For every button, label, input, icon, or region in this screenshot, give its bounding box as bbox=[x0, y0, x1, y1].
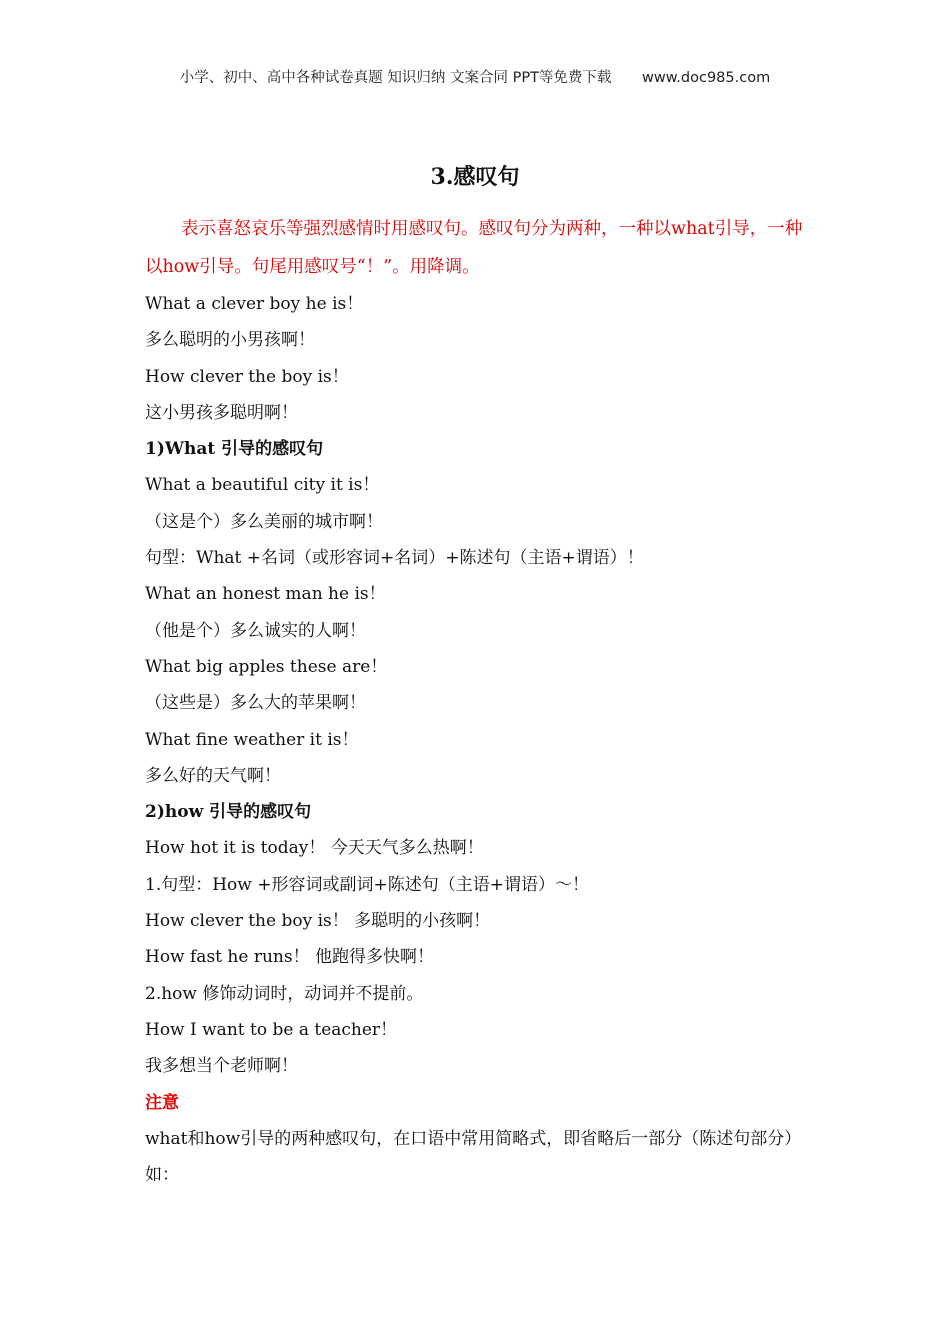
example-line: 这小男孩多聪明啊！ bbox=[145, 402, 298, 423]
example-line: 多么聪明的小男孩啊！ bbox=[145, 330, 315, 351]
rule-line: 2.how 修饰动词时，动词并不提前。 bbox=[145, 983, 424, 1004]
example-line: （他是个）多么诚实的人啊！ bbox=[145, 620, 366, 641]
example-line: （这些是）多么大的苹果啊！ bbox=[145, 693, 366, 714]
example-line: What a beautiful city it is！ bbox=[145, 475, 380, 496]
example-line: How hot it is today！ 今天天气多么热啊！ bbox=[145, 838, 484, 859]
example-line: 多么好的天气啊！ bbox=[145, 765, 281, 786]
example-line: What big apples these are！ bbox=[145, 656, 388, 677]
example-line: How I want to be a teacher！ bbox=[145, 1019, 398, 1040]
section-heading-what: 1)What 引导的感叹句 bbox=[145, 439, 324, 460]
page-title: 3.感叹句 bbox=[430, 164, 520, 190]
intro-paragraph: 表示喜怒哀乐等强烈感情时用感叹句。感叹句分为两种，一种以what引导，一种以how引导。句尾用感叹号“！”。用降调。 bbox=[145, 219, 803, 277]
section-heading-how: 2)how 引导的感叹句 bbox=[145, 802, 312, 823]
example-line: How clever the boy is！ 多聪明的小孩啊！ bbox=[145, 911, 491, 932]
example-line: （这是个）多么美丽的城市啊！ bbox=[145, 511, 383, 532]
pattern-line: 1.句型：How +形容词或副词+陈述句（主语+谓语）～！ bbox=[145, 874, 589, 895]
example-line: 我多想当个老师啊！ bbox=[145, 1056, 298, 1077]
header-text: 小学、初中、高中各种试卷真题 知识归纳 文案合同 PPT等免费下载 bbox=[179, 70, 612, 86]
example-line: How clever the boy is！ bbox=[145, 366, 349, 387]
example-line: What fine weather it is！ bbox=[145, 729, 359, 750]
example-line: How fast he runs！ 他跑得多快啊！ bbox=[145, 947, 434, 968]
note-paragraph: what和how引导的两种感叹句，在口语中常用简略式，即省略后一部分（陈述句部分）如： bbox=[145, 1128, 802, 1186]
example-line: What a clever boy he is！ bbox=[145, 294, 364, 314]
example-line: What an honest man he is！ bbox=[145, 584, 386, 605]
document-body bbox=[145, 210, 813, 1193]
note-heading: 注意 bbox=[145, 1092, 179, 1113]
page-header bbox=[0, 66, 950, 87]
pattern-line: 句型：What +名词（或形容词+名词）+陈述句（主语+谓语）！ bbox=[145, 548, 644, 569]
header-url[interactable]: www.doc985.com bbox=[642, 70, 771, 86]
